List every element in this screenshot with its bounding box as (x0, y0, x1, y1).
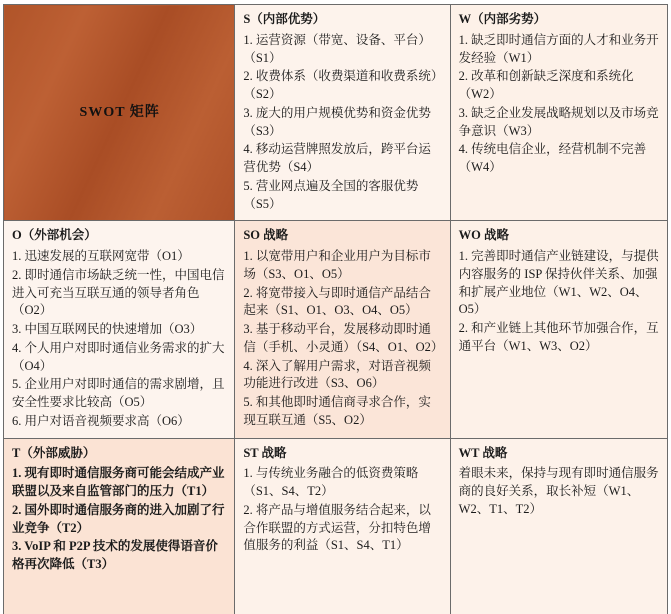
strengths-list (243, 32, 442, 214)
cell-wt-strategy (450, 438, 667, 614)
table-row (4, 438, 668, 614)
cell-weaknesses (450, 5, 667, 221)
list-item: 2. 改革和创新缺乏深度和系统化（W2） (458, 69, 634, 101)
wt-text: 着眼未来，保持与现有即时通信服务商的良好关系，取长补短（W1、W2、T1、T2） (458, 466, 659, 516)
weaknesses-header: W（内部劣势） (458, 12, 547, 26)
table-row (4, 221, 668, 438)
list-item: 1. 现有即时通信服务商可能会结成产业联盟以及来自监管部门的压力（T1） (12, 466, 225, 498)
so-header: SO 战略 (243, 228, 289, 243)
list-item: 2. 国外即时通信服务商的进入加剧了行业竞争（T2） (12, 502, 225, 535)
matrix-title-text: SWOT 矩阵 (79, 104, 160, 120)
table-row (4, 5, 668, 221)
swot-matrix-table (3, 4, 668, 614)
list-item: 1. 迅速发展的互联网宽带（O1） (12, 249, 190, 263)
list-item: 5. 企业用户对即时通信的需求剧增，且安全性要求比较高（O5） (12, 377, 225, 409)
opportunities-list (12, 248, 227, 431)
cell-so-strategy (235, 221, 450, 438)
list-item: 3. VoIP 和 P2P 技术的发展使得语音价格再次降低（T3） (12, 539, 218, 571)
threats-header: T（外部威胁） (12, 445, 96, 460)
list-item: 4. 个人用户对即时通信业务需求的扩大（O4） (12, 340, 225, 373)
list-item: 2. 即时通信市场缺乏统一性，中国电信进入可充当互联互通的领导者角色（O2） (12, 267, 225, 318)
wt-header: WT 战略 (458, 445, 508, 460)
cell-st-strategy (235, 438, 450, 614)
list-item: 5. 营业网点遍及全国的客服优势（S5） (243, 178, 419, 211)
threats-list (12, 465, 227, 574)
list-item: 5. 和其他即时通信商寻求合作，实现互联互通（S5、O2） (243, 395, 431, 427)
so-list (243, 248, 442, 430)
list-item: 4. 移动运营牌照发放后，跨平台运营优势（S4） (243, 142, 431, 174)
cell-threats (4, 438, 235, 614)
list-item: 2. 将宽带接入与即时通信产品结合起来（S1、O1、O3、O4、O5） (243, 285, 431, 318)
list-item: 2. 将产品与增值服务结合起来，以合作联盟的方式运营，分扣特色增值服务的利益（S1、S4、T1） (243, 502, 431, 553)
wo-header: WO 战略 (458, 228, 510, 243)
list-item: 2. 和产业链上其他环节加强合作，互通平台（W1、W3、O2） (458, 321, 659, 353)
list-item: 1. 以宽带用户和企业用户为目标市场（S3、O1、O5） (243, 249, 431, 281)
list-item: 1. 运营资源（带宽、设备、平台）（S1） (243, 32, 431, 65)
list-item: 4. 深入了解用户需求，对语音视频功能进行改进（S3、O6） (243, 358, 431, 391)
list-item: 1. 完善即时通信产业链建设，与提供内容服务的 ISP 保持伙伴关系、加强和扩展产业地位（W1、W2、O4、O5） (458, 249, 659, 317)
list-item: 4. 传统电信企业，经营机制不完善（W4） (458, 142, 647, 174)
cell-matrix-title (4, 5, 235, 221)
list-item: 3. 缺乏企业发展战略规划以及市场竞争意识（W3） (458, 105, 659, 138)
weaknesses-list (459, 32, 660, 177)
wo-list (459, 248, 660, 356)
strengths-header: S（内部优势） (243, 12, 326, 26)
st-header: ST 战略 (243, 445, 287, 460)
opportunities-header: O（外部机会） (12, 228, 97, 243)
st-list (243, 465, 442, 555)
list-item: 2. 收费体系（收费渠道和收费系统）（S2） (243, 69, 438, 101)
list-item: 3. 中国互联网民的快速增加（O3） (12, 322, 203, 336)
list-item: 6. 用户对语音视频要求高（O6） (12, 413, 190, 428)
list-item: 3. 基于移动平台，发展移动即时通信（手机、小灵通）（S4、O1、O2） (243, 322, 444, 354)
list-item: 1. 与传统业务融合的低资费策略（S1、S4、T2） (243, 466, 419, 498)
list-item: 3. 庞大的用户规模优势和资金优势（S3） (243, 105, 431, 138)
cell-strengths (235, 5, 450, 221)
cell-wo-strategy (450, 221, 667, 438)
list-item: 1. 缺乏即时通信方面的人才和业务开发经验（W1） (458, 32, 659, 65)
cell-opportunities (4, 221, 235, 438)
